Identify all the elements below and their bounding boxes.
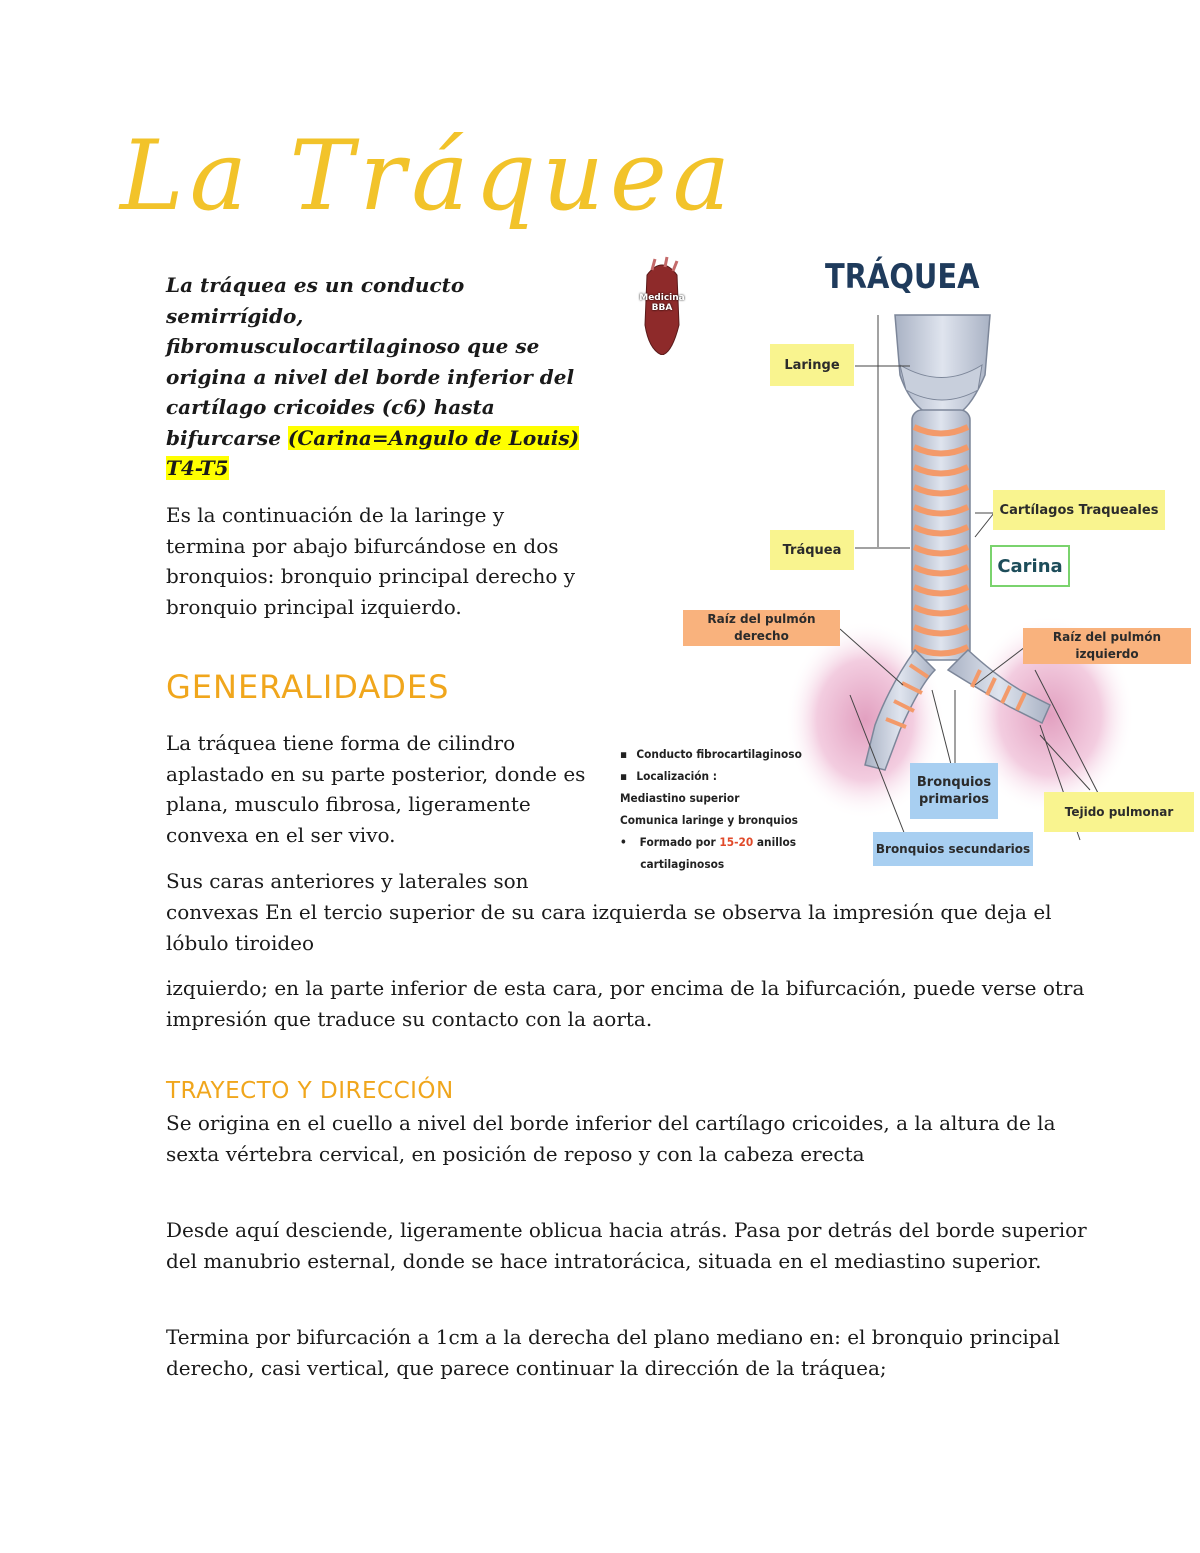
intro-highlight: (Carina=Angulo de Louis) T4-T5 — [166, 425, 580, 480]
paragraph-forma: La tráquea tiene forma de cilindro aplastado en su parte posterior, donde es plana, musculo fibrosa, ligeramente convexa en el ser vivo. — [166, 731, 586, 847]
heart-logo — [637, 255, 687, 355]
bullet-item: ▪ Localización : — [620, 765, 850, 787]
logo-text: Medicina BBA — [639, 293, 685, 313]
paragraph-origina: Se origina en el cuello a nivel del borde inferior del cartílago cricoides, a la altura de la sexta vértebra cervical, en posición de reposo y con la cabeza erecta — [166, 1111, 1056, 1166]
intro-paragraph — [166, 270, 596, 484]
bullet-text-post: anillos — [753, 835, 797, 849]
label-carina: Carina — [990, 545, 1070, 587]
label-bronquios-primarios: Bronquios primarios — [910, 763, 998, 819]
figure-title: TRÁQUEA — [825, 257, 980, 297]
bullet-number: 15-20 — [719, 835, 754, 849]
label-bronquios-secundarios: Bronquios secundarios — [873, 832, 1033, 866]
paragraph-desciende: Desde aquí desciende, ligeramente oblicua hacia atrás. Pasa por detrás del borde superior del manubrio esternal, donde se hace intratorácica, situada en el mediastino superior. — [166, 1218, 1087, 1273]
paragraph-caras-line1: Sus caras anteriores y laterales son — [166, 869, 529, 893]
trachea-figure — [610, 245, 1200, 895]
label-tejido-pulmonar: Tejido pulmonar — [1044, 792, 1194, 832]
paragraph-izquierdo: izquierdo; en la parte inferior de esta cara, por encima de la bifurcación, puede verse otra impresión que traduce su contacto con la aorta. — [166, 976, 1085, 1031]
bullet-text: Comunica laringe y bronquios — [620, 813, 798, 827]
paragraph-caras-line2: convexas En el tercio superior de su cara izquierda se observa la impresión que deja el lóbulo tiroideo — [166, 900, 1052, 955]
bullet-text-pre: Formado por — [639, 835, 720, 849]
bullet-text: Mediastino superior — [620, 791, 740, 805]
paragraph-termina: Termina por bifurcación a 1cm a la derecha del plano mediano en: el bronquio principal derecho, casi vertical, que parece continuar la dirección de la tráquea; — [166, 1325, 1060, 1380]
bullet-item: ▪ Conducto fibrocartilaginoso — [620, 743, 850, 765]
label-raiz-derecho: Raíz del pulmón derecho — [683, 610, 840, 646]
heading-trayecto: TRAYECTO Y DIRECCIÓN — [166, 1078, 454, 1104]
figure-bullet-list — [620, 743, 850, 875]
paragraph-continuacion: Es la continuación de la laringe y termina por abajo bifurcándose en dos bronquios: bronquio principal derecho y bronquio principal izquierdo. — [166, 503, 576, 619]
label-laringe: Laringe — [770, 344, 854, 386]
label-traquea: Tráquea — [770, 530, 854, 570]
heading-generalidades: GENERALIDADES — [166, 668, 450, 706]
bullet-item — [620, 831, 850, 853]
label-raiz-izquierdo: Raíz del pulmón izquierdo — [1023, 628, 1191, 664]
bullet-text: cartilaginosos — [640, 857, 725, 871]
page-title: La Tráquea — [120, 120, 736, 232]
label-cartilagos: Cartílagos Traqueales — [993, 490, 1165, 530]
intro-text: La tráquea es un conducto semirrígido, fibromusculocartilaginoso que se origina a nivel del borde inferior del cartílago cricoides (c6) hasta bifurcarse — [166, 273, 575, 450]
